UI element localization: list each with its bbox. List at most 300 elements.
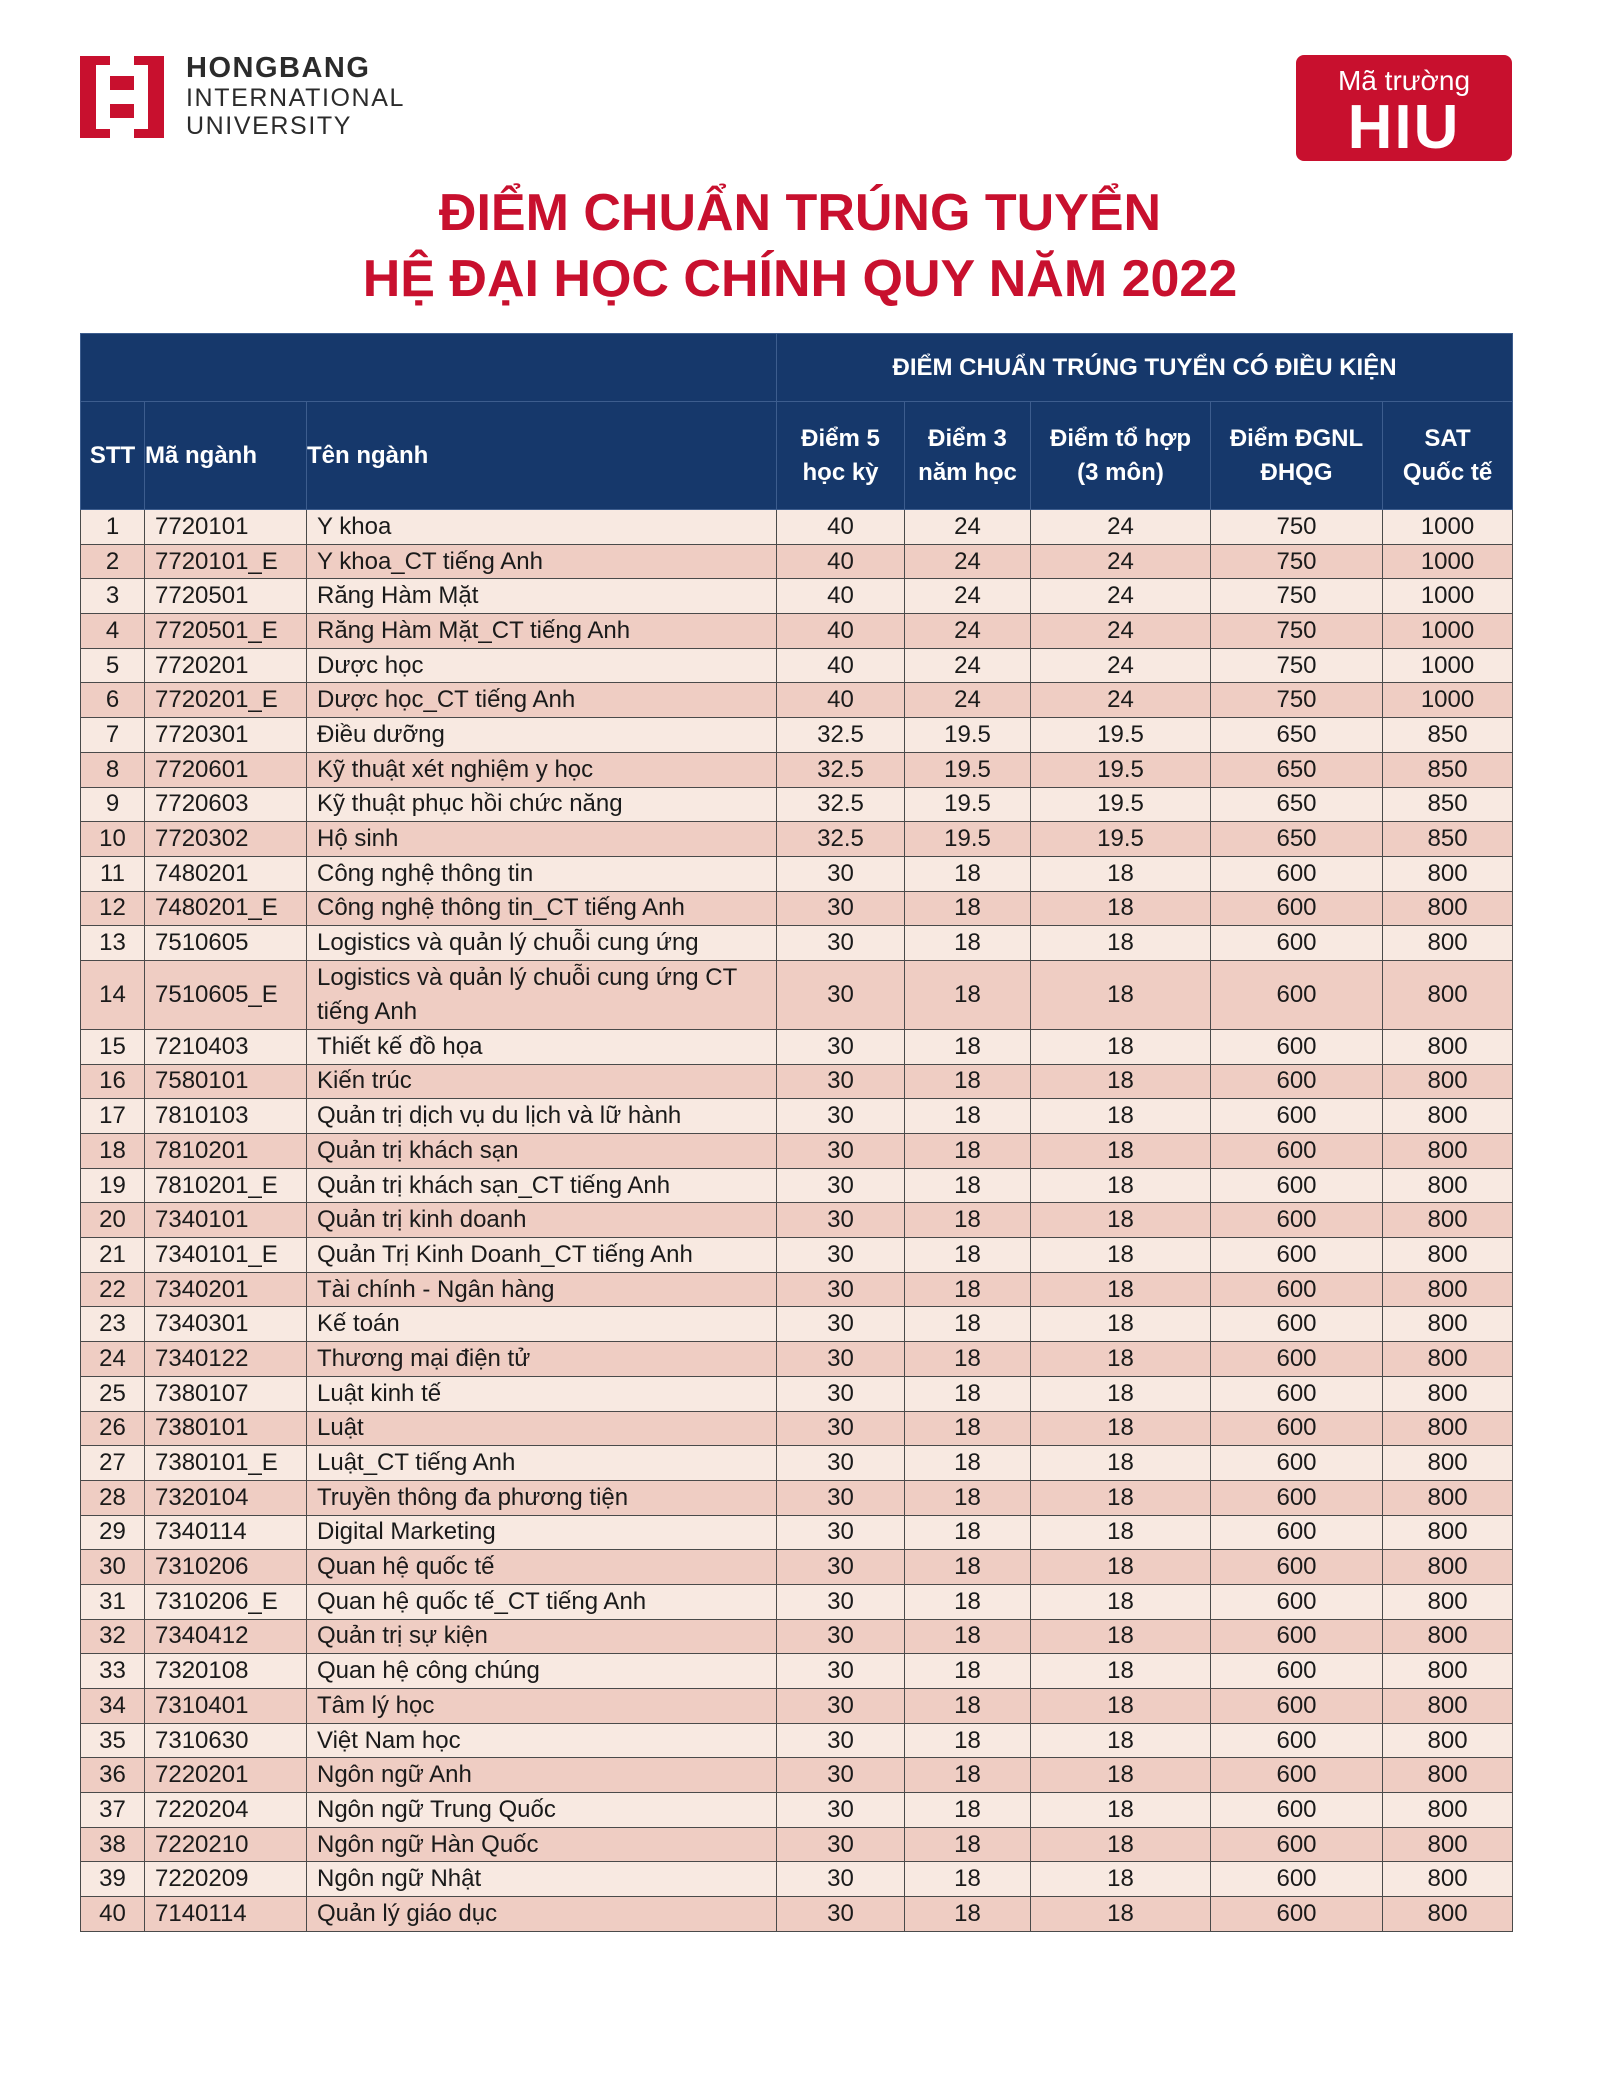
dgnl-cell: 600 — [1211, 1029, 1383, 1064]
hk5-cell: 30 — [777, 1480, 905, 1515]
tohop-cell: 18 — [1031, 1793, 1211, 1828]
hk5-cell: 30 — [777, 1827, 905, 1862]
name-cell: Luật — [307, 1411, 777, 1446]
dgnl-cell: 600 — [1211, 1862, 1383, 1897]
table-row — [81, 1168, 1513, 1203]
tohop-cell: 18 — [1031, 1446, 1211, 1481]
table-row — [81, 1897, 1513, 1932]
name-cell: Ngôn ngữ Nhật — [307, 1862, 777, 1897]
stt-cell: 35 — [81, 1723, 145, 1758]
nh3-cell: 18 — [905, 1723, 1031, 1758]
nh3-cell: 18 — [905, 1897, 1031, 1932]
nh3-cell: 18 — [905, 1064, 1031, 1099]
dgnl-cell: 600 — [1211, 1480, 1383, 1515]
stt-cell: 5 — [81, 648, 145, 683]
name-cell: Y khoa — [307, 510, 777, 545]
code-cell: 7210403 — [145, 1029, 307, 1064]
sat-cell: 1000 — [1383, 614, 1513, 649]
logo-name-line3: UNIVERSITY — [186, 112, 353, 140]
nh3-cell: 19.5 — [905, 718, 1031, 753]
sat-cell: 800 — [1383, 1619, 1513, 1654]
hongbang-logo-icon — [80, 56, 164, 138]
sat-cell: 800 — [1383, 856, 1513, 891]
col-header-nh3-line1: Điểm 3 — [928, 424, 1007, 452]
sat-cell: 800 — [1383, 891, 1513, 926]
hk5-cell: 32.5 — [777, 787, 905, 822]
sat-cell: 800 — [1383, 1238, 1513, 1273]
title-line2: HỆ ĐẠI HỌC CHÍNH QUY NĂM 2022 — [362, 250, 1238, 308]
stt-cell: 13 — [81, 926, 145, 961]
nh3-cell: 18 — [905, 1376, 1031, 1411]
dgnl-cell: 600 — [1211, 1064, 1383, 1099]
name-cell: Quan hệ quốc tế — [307, 1550, 777, 1585]
stt-cell: 6 — [81, 683, 145, 718]
table-row — [81, 1307, 1513, 1342]
stt-cell: 28 — [81, 1480, 145, 1515]
dgnl-cell: 600 — [1211, 1793, 1383, 1828]
table-row — [81, 1446, 1513, 1481]
sat-cell: 800 — [1383, 1099, 1513, 1134]
name-cell: Quan hệ công chúng — [307, 1654, 777, 1689]
col-header-nh3 — [905, 402, 1031, 510]
tohop-cell: 24 — [1031, 579, 1211, 614]
code-cell: 7720501_E — [145, 614, 307, 649]
code-cell: 7810103 — [145, 1099, 307, 1134]
code-cell: 7720101_E — [145, 544, 307, 579]
code-cell: 7340301 — [145, 1307, 307, 1342]
stt-cell: 20 — [81, 1203, 145, 1238]
name-cell: Quản trị khách sạn — [307, 1134, 777, 1169]
nh3-cell: 18 — [905, 856, 1031, 891]
sat-cell: 800 — [1383, 1862, 1513, 1897]
col-header-sat-line2: Quốc tế — [1402, 458, 1493, 486]
code-cell: 7320104 — [145, 1480, 307, 1515]
stt-cell: 2 — [81, 544, 145, 579]
stt-cell: 16 — [81, 1064, 145, 1099]
hk5-cell: 30 — [777, 1203, 905, 1238]
table-row — [81, 787, 1513, 822]
col-header-hk5-line2: học kỳ — [802, 458, 879, 486]
table-row — [81, 1654, 1513, 1689]
dgnl-cell: 600 — [1211, 1134, 1383, 1169]
code-cell: 7220210 — [145, 1827, 307, 1862]
nh3-cell: 18 — [905, 1758, 1031, 1793]
col-header-hk5-line1: Điểm 5 — [801, 424, 880, 452]
name-cell: Dược học_CT tiếng Anh — [307, 683, 777, 718]
hk5-cell: 30 — [777, 1099, 905, 1134]
nh3-cell: 19.5 — [905, 752, 1031, 787]
code-cell: 7720302 — [145, 822, 307, 857]
table-row — [81, 1203, 1513, 1238]
hk5-cell: 30 — [777, 1342, 905, 1377]
tohop-cell: 19.5 — [1031, 787, 1211, 822]
dgnl-cell: 600 — [1211, 1411, 1383, 1446]
table-row — [81, 1689, 1513, 1724]
dgnl-cell: 600 — [1211, 1689, 1383, 1724]
stt-cell: 22 — [81, 1272, 145, 1307]
code-cell: 7510605_E — [145, 960, 307, 1029]
name-cell: Hộ sinh — [307, 822, 777, 857]
dgnl-cell: 600 — [1211, 1515, 1383, 1550]
tohop-cell: 18 — [1031, 1064, 1211, 1099]
name-cell: Tài chính - Ngân hàng — [307, 1272, 777, 1307]
tohop-cell: 18 — [1031, 856, 1211, 891]
table-row — [81, 1376, 1513, 1411]
hk5-cell: 30 — [777, 1689, 905, 1724]
table-row — [81, 1862, 1513, 1897]
code-cell: 7310206_E — [145, 1584, 307, 1619]
tohop-cell: 18 — [1031, 1376, 1211, 1411]
code-cell: 7720603 — [145, 787, 307, 822]
dgnl-cell: 600 — [1211, 1758, 1383, 1793]
code-cell: 7720201 — [145, 648, 307, 683]
hk5-cell: 30 — [777, 1584, 905, 1619]
name-cell: Việt Nam học — [307, 1723, 777, 1758]
stt-cell: 39 — [81, 1862, 145, 1897]
name-cell: Răng Hàm Mặt — [307, 579, 777, 614]
nh3-cell: 19.5 — [905, 822, 1031, 857]
admission-scores-table — [80, 333, 1513, 1932]
dgnl-cell: 650 — [1211, 822, 1383, 857]
dgnl-cell: 600 — [1211, 1897, 1383, 1932]
nh3-cell: 24 — [905, 544, 1031, 579]
header-blank-cell — [81, 334, 777, 402]
table-row — [81, 1550, 1513, 1585]
col-header-nh3-line2: năm học — [918, 458, 1017, 486]
col-header-code: Mã ngành — [145, 402, 307, 510]
name-cell: Kế toán — [307, 1307, 777, 1342]
hk5-cell: 30 — [777, 1550, 905, 1585]
stt-cell: 11 — [81, 856, 145, 891]
dgnl-cell: 600 — [1211, 1168, 1383, 1203]
dgnl-cell: 600 — [1211, 960, 1383, 1029]
name-cell: Ngôn ngữ Anh — [307, 1758, 777, 1793]
tohop-cell: 18 — [1031, 1897, 1211, 1932]
tohop-cell: 24 — [1031, 544, 1211, 579]
sat-cell: 800 — [1383, 1064, 1513, 1099]
tohop-cell: 18 — [1031, 1342, 1211, 1377]
hk5-cell: 30 — [777, 1238, 905, 1273]
stt-cell: 30 — [81, 1550, 145, 1585]
stt-cell: 14 — [81, 960, 145, 1029]
name-cell: Công nghệ thông tin — [307, 856, 777, 891]
table-body — [81, 510, 1513, 1932]
nh3-cell: 18 — [905, 1411, 1031, 1446]
dgnl-cell: 600 — [1211, 1238, 1383, 1273]
stt-cell: 29 — [81, 1515, 145, 1550]
dgnl-cell: 600 — [1211, 1099, 1383, 1134]
sat-cell: 800 — [1383, 1480, 1513, 1515]
hk5-cell: 30 — [777, 1029, 905, 1064]
nh3-cell: 18 — [905, 1168, 1031, 1203]
hk5-cell: 40 — [777, 544, 905, 579]
nh3-cell: 18 — [905, 1584, 1031, 1619]
name-cell: Truyền thông đa phương tiện — [307, 1480, 777, 1515]
col-header-dgnl-line2: ĐHQG — [1260, 458, 1333, 486]
table-row — [81, 1134, 1513, 1169]
stt-cell: 8 — [81, 752, 145, 787]
sat-cell: 800 — [1383, 1827, 1513, 1862]
table-row — [81, 926, 1513, 961]
code-cell: 7720501 — [145, 579, 307, 614]
table-row — [81, 1272, 1513, 1307]
table-row — [81, 510, 1513, 545]
nh3-cell: 18 — [905, 1203, 1031, 1238]
name-cell: Kỹ thuật phục hồi chức năng — [307, 787, 777, 822]
table-row — [81, 1758, 1513, 1793]
col-header-sat-line1: SAT — [1424, 424, 1471, 452]
nh3-cell: 18 — [905, 1515, 1031, 1550]
sat-cell: 850 — [1383, 718, 1513, 753]
hk5-cell: 30 — [777, 1758, 905, 1793]
dgnl-cell: 750 — [1211, 683, 1383, 718]
code-cell: 7480201_E — [145, 891, 307, 926]
code-cell: 7810201_E — [145, 1168, 307, 1203]
table-row — [81, 822, 1513, 857]
code-cell: 7320108 — [145, 1654, 307, 1689]
nh3-cell: 18 — [905, 891, 1031, 926]
code-cell: 7720201_E — [145, 683, 307, 718]
table-row — [81, 1480, 1513, 1515]
page-title — [0, 180, 1600, 312]
hk5-cell: 30 — [777, 1862, 905, 1897]
sat-cell: 800 — [1383, 1654, 1513, 1689]
name-cell: Công nghệ thông tin_CT tiếng Anh — [307, 891, 777, 926]
dgnl-cell: 600 — [1211, 1827, 1383, 1862]
tohop-cell: 18 — [1031, 1827, 1211, 1862]
stt-cell: 40 — [81, 1897, 145, 1932]
sat-cell: 800 — [1383, 1723, 1513, 1758]
hk5-cell: 40 — [777, 683, 905, 718]
tohop-cell: 18 — [1031, 1203, 1211, 1238]
dgnl-cell: 650 — [1211, 787, 1383, 822]
sat-cell: 1000 — [1383, 510, 1513, 545]
sat-cell: 800 — [1383, 926, 1513, 961]
code-cell: 7220201 — [145, 1758, 307, 1793]
table-row — [81, 579, 1513, 614]
code-cell: 7340412 — [145, 1619, 307, 1654]
stt-cell: 37 — [81, 1793, 145, 1828]
dgnl-cell: 600 — [1211, 1376, 1383, 1411]
stt-cell: 17 — [81, 1099, 145, 1134]
col-header-tohop-line2: (3 môn) — [1077, 458, 1164, 486]
dgnl-cell: 600 — [1211, 1203, 1383, 1238]
school-code-badge — [1296, 55, 1512, 161]
code-cell: 7220209 — [145, 1862, 307, 1897]
logo-name-line1: HONGBANG — [186, 52, 371, 84]
tohop-cell: 19.5 — [1031, 822, 1211, 857]
sat-cell: 800 — [1383, 1584, 1513, 1619]
name-cell: Dược học — [307, 648, 777, 683]
hk5-cell: 30 — [777, 1723, 905, 1758]
tohop-cell: 18 — [1031, 1272, 1211, 1307]
sat-cell: 800 — [1383, 1446, 1513, 1481]
hk5-cell: 30 — [777, 1168, 905, 1203]
dgnl-cell: 600 — [1211, 856, 1383, 891]
col-header-sat — [1383, 402, 1513, 510]
hk5-cell: 32.5 — [777, 752, 905, 787]
hk5-cell: 30 — [777, 1064, 905, 1099]
hk5-cell: 30 — [777, 891, 905, 926]
nh3-cell: 18 — [905, 1307, 1031, 1342]
stt-cell: 38 — [81, 1827, 145, 1862]
dgnl-cell: 650 — [1211, 718, 1383, 753]
table-row — [81, 1827, 1513, 1862]
code-cell: 7340114 — [145, 1515, 307, 1550]
university-logo — [80, 54, 405, 139]
code-cell: 7340101_E — [145, 1238, 307, 1273]
name-cell: Quản trị kinh doanh — [307, 1203, 777, 1238]
logo-name-line2: INTERNATIONAL — [186, 84, 405, 112]
dgnl-cell: 750 — [1211, 579, 1383, 614]
hk5-cell: 40 — [777, 614, 905, 649]
tohop-cell: 18 — [1031, 960, 1211, 1029]
stt-cell: 36 — [81, 1758, 145, 1793]
stt-cell: 27 — [81, 1446, 145, 1481]
tohop-cell: 24 — [1031, 683, 1211, 718]
name-cell: Răng Hàm Mặt_CT tiếng Anh — [307, 614, 777, 649]
name-cell: Quản lý giáo dục — [307, 1897, 777, 1932]
nh3-cell: 19.5 — [905, 787, 1031, 822]
tohop-cell: 24 — [1031, 614, 1211, 649]
hk5-cell: 30 — [777, 926, 905, 961]
table-row — [81, 1238, 1513, 1273]
tohop-cell: 18 — [1031, 1029, 1211, 1064]
dgnl-cell: 750 — [1211, 510, 1383, 545]
stt-cell: 12 — [81, 891, 145, 926]
dgnl-cell: 600 — [1211, 1619, 1383, 1654]
stt-cell: 10 — [81, 822, 145, 857]
dgnl-cell: 600 — [1211, 1723, 1383, 1758]
table-row — [81, 718, 1513, 753]
tohop-cell: 18 — [1031, 1168, 1211, 1203]
title-line1: ĐIỂM CHUẨN TRÚNG TUYỂN — [438, 184, 1162, 242]
dgnl-cell: 650 — [1211, 752, 1383, 787]
table-row — [81, 1723, 1513, 1758]
table-row — [81, 856, 1513, 891]
name-cell: Quản trị dịch vụ du lịch và lữ hành — [307, 1099, 777, 1134]
tohop-cell: 18 — [1031, 1307, 1211, 1342]
nh3-cell: 18 — [905, 926, 1031, 961]
sat-cell: 800 — [1383, 1029, 1513, 1064]
name-cell: Luật kinh tế — [307, 1376, 777, 1411]
stt-cell: 33 — [81, 1654, 145, 1689]
name-cell: Logistics và quản lý chuỗi cung ứng CT tiếng Anh — [307, 960, 777, 1029]
tohop-cell: 18 — [1031, 891, 1211, 926]
tohop-cell: 18 — [1031, 1862, 1211, 1897]
col-header-name: Tên ngành — [307, 402, 777, 510]
sat-cell: 1000 — [1383, 683, 1513, 718]
table-row — [81, 1411, 1513, 1446]
sat-cell: 1000 — [1383, 579, 1513, 614]
sat-cell: 800 — [1383, 1307, 1513, 1342]
code-cell: 7340101 — [145, 1203, 307, 1238]
hk5-cell: 40 — [777, 579, 905, 614]
stt-cell: 25 — [81, 1376, 145, 1411]
school-code-label: Mã trường — [1337, 65, 1471, 96]
table-row — [81, 1064, 1513, 1099]
col-header-stt: STT — [81, 402, 145, 510]
nh3-cell: 18 — [905, 1550, 1031, 1585]
nh3-cell: 18 — [905, 960, 1031, 1029]
table-row — [81, 891, 1513, 926]
col-header-tohop-line1: Điểm tổ hợp — [1049, 424, 1192, 452]
code-cell: 7340122 — [145, 1342, 307, 1377]
tohop-cell: 18 — [1031, 1654, 1211, 1689]
sat-cell: 800 — [1383, 1168, 1513, 1203]
code-cell: 7580101 — [145, 1064, 307, 1099]
hk5-cell: 30 — [777, 1897, 905, 1932]
nh3-cell: 18 — [905, 1689, 1031, 1724]
name-cell: Kiến trúc — [307, 1064, 777, 1099]
hk5-cell: 40 — [777, 648, 905, 683]
name-cell: Digital Marketing — [307, 1515, 777, 1550]
hk5-cell: 30 — [777, 1376, 905, 1411]
nh3-cell: 24 — [905, 648, 1031, 683]
table-row — [81, 1342, 1513, 1377]
sat-cell: 1000 — [1383, 648, 1513, 683]
code-cell: 7510605 — [145, 926, 307, 961]
sat-cell: 800 — [1383, 960, 1513, 1029]
group-header: ĐIỂM CHUẨN TRÚNG TUYỂN CÓ ĐIỀU KIỆN — [777, 334, 1513, 402]
code-cell: 7720101 — [145, 510, 307, 545]
name-cell: Ngôn ngữ Trung Quốc — [307, 1793, 777, 1828]
hk5-cell: 40 — [777, 510, 905, 545]
stt-cell: 31 — [81, 1584, 145, 1619]
tohop-cell: 19.5 — [1031, 718, 1211, 753]
code-cell: 7380101 — [145, 1411, 307, 1446]
name-cell: Quản Trị Kinh Doanh_CT tiếng Anh — [307, 1238, 777, 1273]
col-header-dgnl — [1211, 402, 1383, 510]
dgnl-cell: 750 — [1211, 614, 1383, 649]
sat-cell: 850 — [1383, 822, 1513, 857]
tohop-cell: 18 — [1031, 1480, 1211, 1515]
nh3-cell: 24 — [905, 510, 1031, 545]
sat-cell: 800 — [1383, 1411, 1513, 1446]
hk5-cell: 30 — [777, 1411, 905, 1446]
table-row — [81, 1619, 1513, 1654]
table-row — [81, 544, 1513, 579]
stt-cell: 3 — [81, 579, 145, 614]
name-cell: Luật_CT tiếng Anh — [307, 1446, 777, 1481]
stt-cell: 7 — [81, 718, 145, 753]
tohop-cell: 18 — [1031, 1238, 1211, 1273]
code-cell: 7310401 — [145, 1689, 307, 1724]
table-row — [81, 1029, 1513, 1064]
code-cell: 7380107 — [145, 1376, 307, 1411]
name-cell: Thiết kế đồ họa — [307, 1029, 777, 1064]
nh3-cell: 24 — [905, 579, 1031, 614]
stt-cell: 9 — [81, 787, 145, 822]
name-cell: Quản trị sự kiện — [307, 1619, 777, 1654]
dgnl-cell: 600 — [1211, 1654, 1383, 1689]
hk5-cell: 30 — [777, 1654, 905, 1689]
dgnl-cell: 600 — [1211, 1342, 1383, 1377]
hk5-cell: 30 — [777, 1515, 905, 1550]
name-cell: Tâm lý học — [307, 1689, 777, 1724]
stt-cell: 19 — [81, 1168, 145, 1203]
tohop-cell: 18 — [1031, 1411, 1211, 1446]
sat-cell: 850 — [1383, 787, 1513, 822]
dgnl-cell: 600 — [1211, 1307, 1383, 1342]
tohop-cell: 24 — [1031, 510, 1211, 545]
sat-cell: 800 — [1383, 1689, 1513, 1724]
code-cell: 7310630 — [145, 1723, 307, 1758]
nh3-cell: 18 — [905, 1099, 1031, 1134]
table-row — [81, 1793, 1513, 1828]
sat-cell: 800 — [1383, 1134, 1513, 1169]
name-cell: Ngôn ngữ Hàn Quốc — [307, 1827, 777, 1862]
